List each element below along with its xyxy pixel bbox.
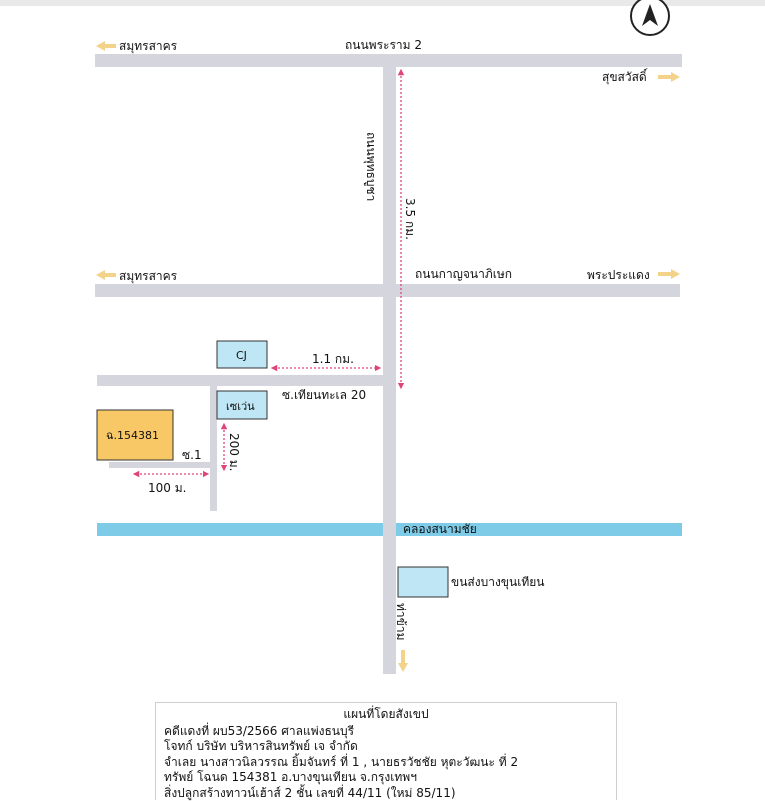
road-soi-vertical <box>210 385 217 511</box>
road-soi-1 <box>109 462 212 468</box>
landmark-transport-box <box>398 567 448 597</box>
road-label-kanchanaphisek: ถนนกาญจนาภิเษก <box>415 267 512 281</box>
arrow-left-icon <box>96 270 116 280</box>
distance-label-3-5km: 3.5 กม. <box>403 198 417 240</box>
landmark-label-seven-eleven: เซเว่น <box>226 400 255 413</box>
landmark-label-cj: CJ <box>236 349 247 362</box>
arrow-right-icon <box>658 72 680 82</box>
map-legend <box>155 702 617 800</box>
road-label-rama2: ถนนพระราม 2 <box>345 38 422 52</box>
distance-label-100m: 100 ม. <box>148 481 186 495</box>
legend-line-plaintiff: โจทก์ บริษัท บริหารสินทรัพย์ เจ จำกัด <box>164 739 608 755</box>
legend-line-building: สิ่งปลูกสร้างทาวน์เฮ้าส์ 2 ชั้น เลขที่ 44/11 (ใหม่ 85/11) <box>164 786 608 801</box>
direction-label-phra-pradaeng: พระประแดง <box>587 268 650 282</box>
arrow-right-icon <box>658 269 680 279</box>
direction-label-tha-kham: ท่าข้าม <box>394 603 408 641</box>
road-label-soi-thian-thale-20: ซ.เทียนทะเล 20 <box>282 388 366 402</box>
distance-label-1-1km: 1.1 กม. <box>312 352 354 366</box>
legend-line-case: คดีแดงที่ ผบ53/2566 ศาลแพ่งธนบุรี <box>164 724 608 740</box>
direction-label-samut-sakhon-top: สมุทรสาคร <box>119 39 178 54</box>
distance-label-200m: 200 ม. <box>227 433 241 471</box>
road-soi-thian-thale-20 <box>97 375 387 386</box>
direction-label-samut-sakhon-mid: สมุทรสาคร <box>119 269 178 284</box>
arrow-down-icon <box>398 650 408 672</box>
road-label-soi-1: ซ.1 <box>182 448 202 462</box>
road-rama2 <box>95 54 682 67</box>
road-vertical-main <box>383 66 396 674</box>
arrow-left-icon <box>96 41 116 51</box>
legend-line-property: ทรัพย์ โฉนด 154381 อ.บางขุนเทียน จ.กรุงเทพฯ <box>164 770 608 786</box>
canal-label: คลองสนามชัย <box>403 522 477 536</box>
direction-label-suksawat: สุขสวัสดิ์ <box>602 68 648 85</box>
north-compass-icon <box>631 0 669 35</box>
property-label-deed: ฉ.154381 <box>106 429 159 442</box>
road-label-vertical: ถนนพุทธบูชา <box>363 132 378 201</box>
legend-line-defendant: จำเลย นางสาวนิลวรรณ ยิ้มจันทร์ ที่ 1 , นายธรวัชชัย หุตะวัฒนะ ที่ 2 <box>164 755 608 771</box>
landmark-label-transport: ขนส่งบางขุนเทียน <box>451 575 544 590</box>
legend-title: แผนที่โดยสังเขป <box>164 707 608 723</box>
